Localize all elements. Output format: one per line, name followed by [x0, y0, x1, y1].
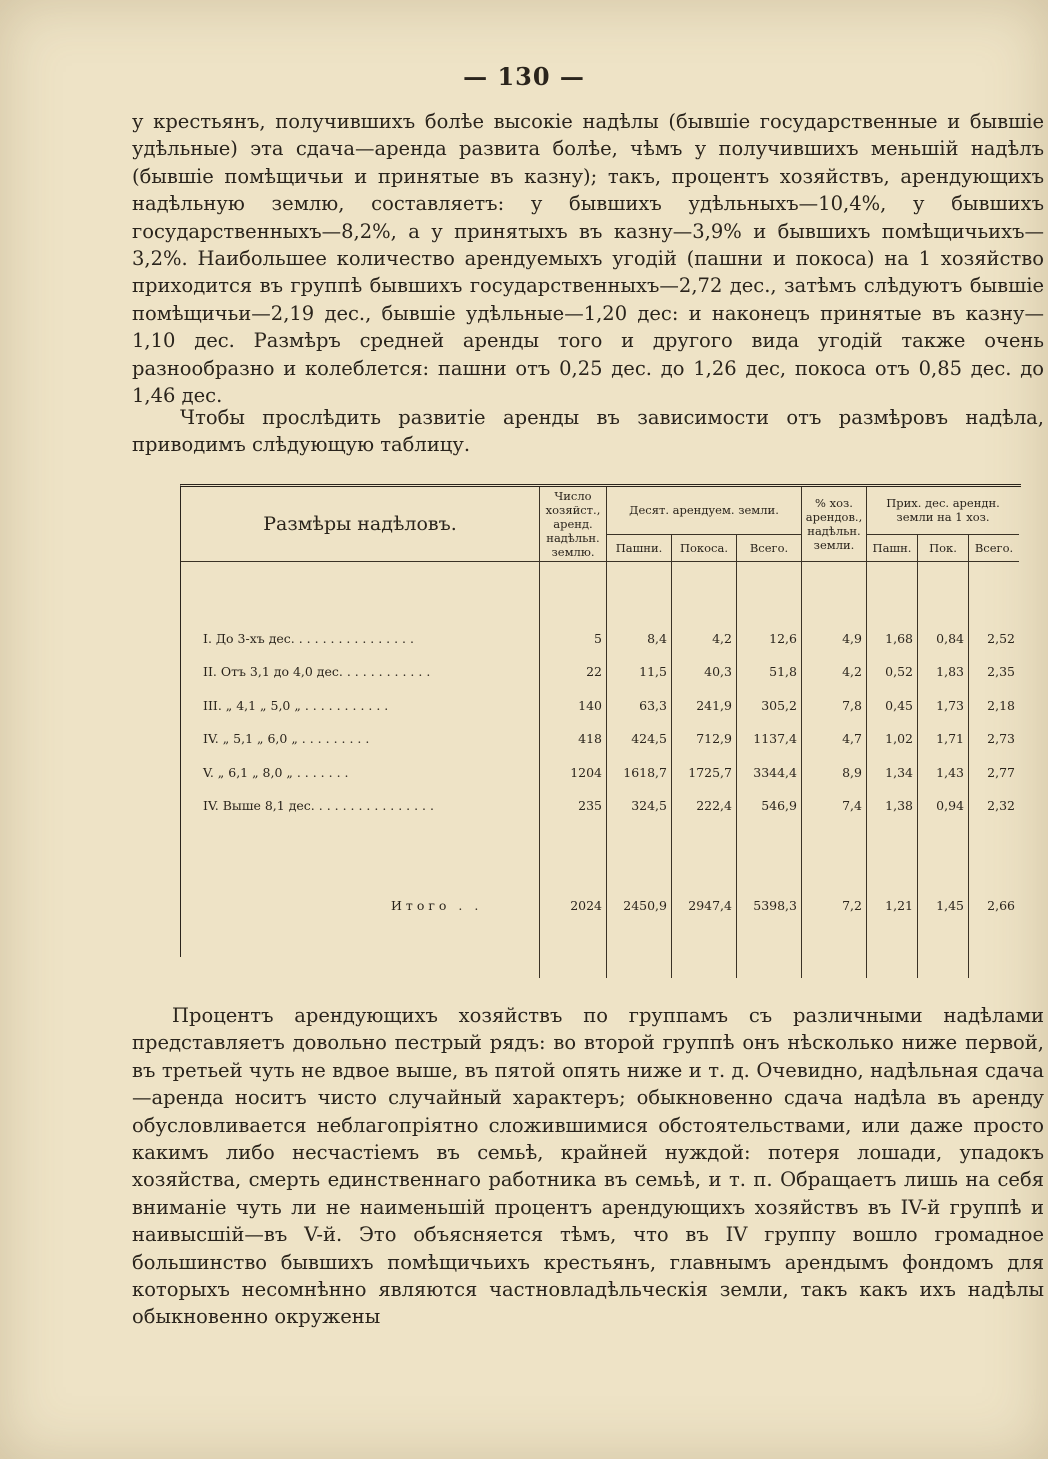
cell-arable: 1618,7: [607, 755, 672, 788]
paragraph-1: [132, 108, 1044, 409]
cell-percent: 4,9: [802, 621, 867, 654]
header-sizes: Размѣры надѣловъ.: [181, 487, 540, 562]
total-total: 5398,3: [737, 898, 802, 941]
cell-ph-hay: 1,73: [918, 688, 969, 721]
row-label: IV. Выше 8,1 дес. . . . . . . . . . . . . . . .: [203, 798, 434, 814]
cell-ph-total: 2,73: [969, 722, 1020, 755]
row-label: V. „ 6,1 „ 8,0 „ . . . . . . .: [203, 764, 349, 780]
row-label: I. До 3-хъ дес. . . . . . . . . . . . . . . .: [203, 630, 414, 646]
header-ph-total: Всего.: [969, 534, 1020, 562]
cell-ph-total: 2,77: [969, 755, 1020, 788]
cell-total: 305,2: [737, 688, 802, 721]
total-ph-hay: 1,45: [918, 898, 969, 941]
cell-ph-arable: 1,68: [867, 621, 918, 654]
cell-percent: 7,4: [802, 789, 867, 822]
cell-ph-arable: 0,52: [867, 655, 918, 688]
total-ph-total: 2,66: [969, 898, 1020, 941]
cell-total: 3344,4: [737, 755, 802, 788]
table-total-row: [181, 898, 1019, 941]
cell-percent: 4,2: [802, 655, 867, 688]
cell-ph-arable: 1,02: [867, 722, 918, 755]
allotment-rent-table: [180, 484, 1021, 957]
cell-households: 418: [540, 722, 607, 755]
cell-households: 235: [540, 789, 607, 822]
header-ph-arable: Пашн.: [867, 534, 918, 562]
cell-ph-arable: 1,34: [867, 755, 918, 788]
total-arable: 2450,9: [607, 898, 672, 941]
cell-hay: 241,9: [672, 688, 737, 721]
cell-ph-arable: 0,45: [867, 688, 918, 721]
header-ph-hay: Пок.: [918, 534, 969, 562]
cell-ph-hay: 1,71: [918, 722, 969, 755]
paragraph-2-text: Чтобы прослѣдить развитіе аренды въ зависимости отъ размѣровъ надѣла, приводимъ слѣдующую таблицу.: [132, 406, 1044, 457]
table-row: [181, 722, 1019, 755]
total-label: Итого . .: [391, 897, 483, 913]
cell-arable: 11,5: [607, 655, 672, 688]
table-row: [181, 621, 1019, 654]
total-households: 2024: [540, 898, 607, 941]
row-label: IV. „ 5,1 „ 6,0 „ . . . . . . . . .: [203, 731, 370, 747]
cell-ph-total: 2,32: [969, 789, 1020, 822]
cell-households: 5: [540, 621, 607, 654]
cell-percent: 4,7: [802, 722, 867, 755]
cell-households: 22: [540, 655, 607, 688]
cell-total: 12,6: [737, 621, 802, 654]
cell-households: 1204: [540, 755, 607, 788]
table-row: [181, 688, 1019, 721]
row-label: II. Отъ 3,1 до 4,0 дес. . . . . . . . . . . .: [203, 664, 431, 680]
table-row: [181, 755, 1019, 788]
cell-arable: 8,4: [607, 621, 672, 654]
cell-arable: 424,5: [607, 722, 672, 755]
cell-ph-hay: 1,43: [918, 755, 969, 788]
paragraph-2: [132, 404, 1044, 459]
cell-hay: 222,4: [672, 789, 737, 822]
cell-ph-arable: 1,38: [867, 789, 918, 822]
cell-hay: 40,3: [672, 655, 737, 688]
header-households: Число хозяйст., аренд. надѣльн. землю.: [540, 487, 607, 562]
cell-ph-total: 2,35: [969, 655, 1020, 688]
total-percent: 7,2: [802, 898, 867, 941]
cell-ph-total: 2,18: [969, 688, 1020, 721]
row-label: III. „ 4,1 „ 5,0 „ . . . . . . . . . . .: [203, 697, 389, 713]
cell-arable: 324,5: [607, 789, 672, 822]
table-row: [181, 789, 1019, 822]
total-ph-arable: 1,21: [867, 898, 918, 941]
paragraph-3: [132, 1002, 1044, 1331]
total-hay: 2947,4: [672, 898, 737, 941]
header-rented-total: Всего.: [737, 534, 802, 562]
cell-percent: 8,9: [802, 755, 867, 788]
table-spacer: [181, 941, 1019, 978]
cell-total: 546,9: [737, 789, 802, 822]
cell-arable: 63,3: [607, 688, 672, 721]
data-table: [181, 487, 1019, 978]
header-rented-arable: Пашни.: [607, 534, 672, 562]
table-row: [181, 655, 1019, 688]
cell-ph-total: 2,52: [969, 621, 1020, 654]
cell-percent: 7,8: [802, 688, 867, 721]
cell-hay: 712,9: [672, 722, 737, 755]
table-spacer: [181, 562, 1019, 622]
table-spacer: [181, 822, 1019, 898]
cell-hay: 4,2: [672, 621, 737, 654]
header-percent: % хоз. арендов., надѣльн. земли.: [802, 487, 867, 562]
paragraph-3-text: Процентъ арендующихъ хозяйствъ по группамъ съ различными надѣлами представляетъ довольно пестрый рядъ: во второй группѣ онъ нѣсколько ниже первой, въ третьей чуть не вдвое выше, въ пятой опять ниже и т. д. Очевидно, надѣльная сдача—аренда носитъ чисто случайный характеръ; обыкновенно сдача надѣла въ аренду обусловливается неблагопріятно сложившимися обстоятельствами, или даже просто какимъ либо несчастіемъ въ семьѣ, крайней нуждой: потеря лошади, упадокъ хозяйства, смерть единственнаго работника въ семьѣ, и т. п. Обращаетъ лишь на себя вниманіе чуть ли не наименьшій процентъ арендующихъ хозяйствъ въ IV-й группѣ и наивысшій—въ V-й. Это объясняется тѣмъ, что въ IV группу вошло громадное большинство бывшихъ помѣщичьихъ крестьянъ, главнымъ арендымъ фондомъ для которыхъ несомнѣнно являются частновладѣльческія земли, такъ какъ ихъ надѣлы обыкновенно окружены: [132, 1004, 1044, 1329]
cell-total: 1137,4: [737, 722, 802, 755]
cell-ph-hay: 1,83: [918, 655, 969, 688]
cell-hay: 1725,7: [672, 755, 737, 788]
cell-ph-hay: 0,94: [918, 789, 969, 822]
header-rented-hay: Покоса.: [672, 534, 737, 562]
page-number: — 130 —: [463, 62, 585, 91]
cell-households: 140: [540, 688, 607, 721]
cell-ph-hay: 0,84: [918, 621, 969, 654]
paragraph-1-text: у крестьянъ, получившихъ болѣе высокіе надѣлы (бывшіе государственные и бывшіе удѣльные) эта сдача—аренда развита болѣе, чѣмъ у получившихъ меньшій надѣлъ (бывшіе помѣщичьи и принятые въ казну); такъ, процентъ хозяйствъ, арендующихъ надѣльную землю, составляетъ: у бывшихъ удѣльныхъ—10,4%, у бывшихъ государственныхъ—8,2%, а у принятыхъ въ казну—3,9% и бывшихъ помѣщичьихъ—3,2%. Наибольшее количество арендуемыхъ угодій (пашни и покоса) на 1 хозяйство приходится въ группѣ бывшихъ государственныхъ—2,72 дес., затѣмъ слѣдуютъ бывшіе помѣщичьи—2,19 дес., бывшіе удѣльные—1,20 дес: и наконецъ принятые въ казну—1,10 дес. Размѣръ средней аренды того и другого вида угодій также очень разнообразно и колеблется: пашни отъ 0,25 дес. до 1,26 дес, покоса отъ 0,85 дес. до 1,46 дес.: [132, 110, 1044, 408]
header-rented-group: Десят. арендуем. земли.: [607, 487, 802, 534]
header-per-household-group: Прих. дес. арендн. земли на 1 хоз.: [867, 487, 1020, 534]
cell-total: 51,8: [737, 655, 802, 688]
